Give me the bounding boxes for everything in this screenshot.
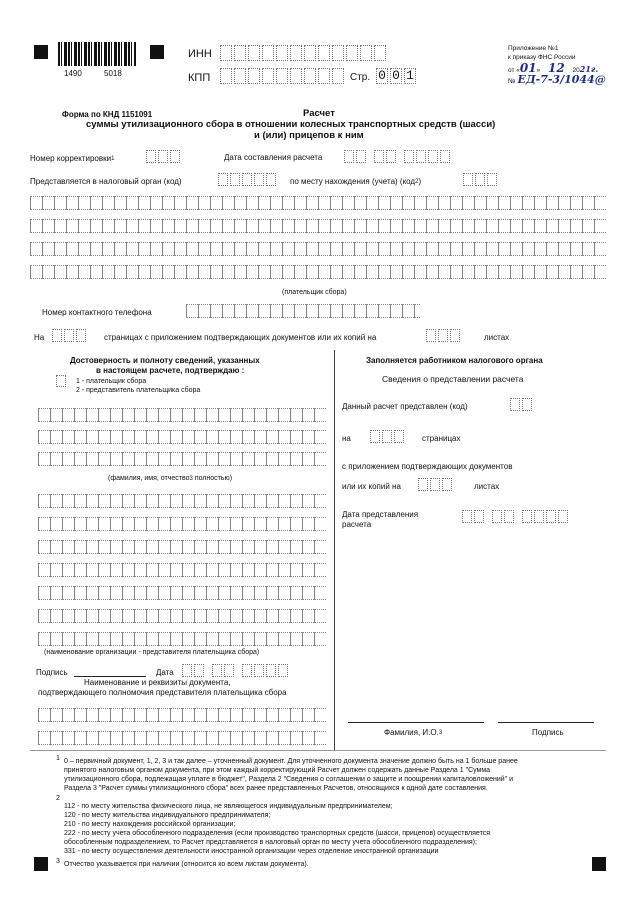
confirm-option-1: 1 - плательщик сбора (76, 378, 147, 385)
note-1-line-3: утилизационного сбора, подлежащая уплате в бюджет", Раздела 2 "Сведения о соглашении о защите и поощрении капиталовложений" и (64, 776, 514, 783)
doc-title-1: Наименование и реквизиты документа, (84, 678, 231, 687)
form-knd: Форма по КНД 1151091 (62, 110, 153, 119)
sheets-count-cells[interactable] (426, 329, 462, 342)
org-row-7[interactable] (38, 632, 326, 646)
form-title-3: и (или) прицепов к ним (254, 130, 364, 141)
right-sign-label: Подпись (532, 728, 564, 737)
org-caption: (наименование организации - представителя плательщика сбора) (44, 649, 260, 656)
org-row-1[interactable] (38, 494, 326, 508)
org-row-3[interactable] (38, 540, 326, 554)
phone-cells[interactable] (186, 304, 420, 318)
note-2-line-1: 112 - по месту жительства физического лица, не являющегося индивидуальным предпринимателем; (64, 803, 393, 810)
pages-count-cells[interactable] (52, 329, 88, 342)
right-pages-cells[interactable] (370, 430, 406, 443)
right-subtitle: Сведения о представлении расчета (382, 374, 524, 384)
left-date-label: Дата (156, 668, 174, 677)
right-sheets-label: листах (474, 482, 500, 491)
payer-caption: (плательщик сбора) (282, 289, 347, 296)
inn-label: ИНН (188, 48, 212, 60)
right-title: Заполняется работником налогового органа (366, 356, 543, 365)
right-date-label-2: расчета (342, 520, 372, 529)
note-2-marker: 2 (56, 795, 60, 802)
order-line-2: к приказу ФНС России (508, 54, 576, 61)
note-3-marker: 3 (56, 858, 60, 865)
payer-row-2[interactable] (30, 219, 606, 233)
order-line-1: Приложение №1 (508, 45, 559, 52)
note-2-line-6: 331 - по месту осуществления деятельности иностранной организации через отделение иностранной организации (64, 848, 439, 855)
tax-organ-cells[interactable] (218, 173, 278, 186)
page-label: Стр. (350, 72, 371, 83)
corner-marker-top-right (150, 45, 164, 59)
fio-caption: (фамилия, имя, отчество3 полностью) (108, 475, 233, 482)
note-3-text: Отчество указывается при наличии (относится ко всем листам документа). (64, 861, 309, 868)
right-fio-label: Фамилия, И.О.$^3$ (384, 728, 443, 737)
tax-organ-label: Представляется в налоговый орган (код) (30, 177, 182, 186)
right-date-label-1: Дата представления (342, 510, 419, 519)
org-row-5[interactable] (38, 586, 326, 600)
fio-sign-line-right[interactable] (498, 722, 594, 723)
right-sheets-cells[interactable] (418, 478, 454, 491)
note-1-line-1: 0 – первичный документ, 1, 2, 3 и так далее – уточненный документ. Для уточненного документа значение должно быть на 1 больше ранее (64, 758, 518, 765)
org-row-6[interactable] (38, 609, 326, 623)
right-pages-label: страницах (422, 434, 461, 443)
fio-row-2[interactable] (38, 430, 326, 444)
confirm-type-cell[interactable] (56, 375, 68, 387)
note-1-line-2: принятого налоговым органом документа, при этом каждый корректирующий Расчет должен содержать данные Раздела 1 "Сумма (64, 767, 491, 774)
location-label: по месту нахождения (учета) (код$^2$) (290, 177, 422, 186)
payer-row-1[interactable] (30, 196, 606, 210)
left-date-cells[interactable] (182, 664, 290, 677)
corner-marker-bottom-right (592, 857, 606, 871)
corner-marker-bottom-left (34, 857, 48, 871)
note-1-line-4: Раздела 3 "Расчет суммы утилизационного сбора" всех ранее представленных Расчетов, относящихся к одной дате составления. (64, 785, 488, 792)
phone-label: Номер контактного телефона (42, 308, 152, 317)
barcode-right-number: 5018 (104, 69, 122, 78)
payer-row-3[interactable] (30, 242, 606, 256)
note-1-marker: 1 (56, 755, 60, 762)
note-2-line-5: обособленным подразделением, то Расчет представляется в налоговый орган по месту учета обособленного подразделения); (64, 839, 477, 846)
barcode (58, 42, 136, 66)
note-2-line-3: 210 - по месту нахождения российской организации; (64, 821, 236, 828)
copies-label: или их копий на (342, 482, 401, 491)
notes-separator (30, 750, 606, 751)
doc-title-2: подтверждающего полномочия представителя плательщика сбора (38, 688, 287, 697)
pages-text: страницах с приложением подтверждающих документов или их копий на (104, 333, 377, 342)
right-on-label: на (342, 434, 351, 443)
form-title-1: Расчет (303, 108, 335, 119)
kpp-label: КПП (188, 72, 211, 84)
attach-label: с приложением подтверждающих документов (342, 462, 513, 471)
confirm-option-2: 2 - представитель плательщика сбора (76, 387, 201, 394)
org-row-2[interactable] (38, 517, 326, 531)
doc-row-1[interactable] (38, 708, 326, 722)
confirm-title-1: Достоверность и полноту сведений, указанных (70, 356, 260, 365)
right-date-cells[interactable] (462, 510, 570, 523)
location-cells[interactable] (463, 173, 499, 186)
presented-code-cells[interactable] (510, 398, 534, 411)
order-line-3: от «01» 12 2021г. (508, 61, 599, 75)
org-row-4[interactable] (38, 563, 326, 577)
payer-row-4[interactable] (30, 265, 606, 279)
fio-row-3[interactable] (38, 452, 326, 466)
correction-label: Номер корректировки$^1$ (30, 154, 115, 163)
signature-line[interactable] (74, 676, 146, 677)
fio-row-1[interactable] (38, 408, 326, 422)
fio-sign-line-left[interactable] (348, 722, 484, 723)
page-number-cells[interactable]: 0 0 1 (376, 68, 418, 84)
signature-label: Подпись (36, 668, 68, 677)
sheets-label: листах (484, 333, 510, 342)
order-line-4: № ЕД-7-3/1044@ (508, 73, 606, 86)
kpp-cells[interactable] (220, 68, 346, 84)
corner-marker-top-left (34, 45, 48, 59)
date-cells[interactable] (344, 150, 452, 163)
column-divider (334, 350, 335, 750)
inn-cells[interactable] (220, 45, 388, 61)
barcode-left-number: 1490 (64, 69, 82, 78)
confirm-title-2: в настоящем расчете, подтверждаю : (96, 366, 245, 375)
doc-row-2[interactable] (38, 731, 326, 745)
note-2-line-4: 222 - по месту учета обособленного подразделения (если производство транспортных средств (шасси, прицепов) осуществляется (64, 830, 490, 837)
form-title-2: суммы утилизационного сбора в отношении колесных транспортных средств (шасси) (86, 119, 496, 130)
date-label: Дата составления расчета (224, 153, 323, 162)
presented-label: Данный расчет представлен (код) (342, 402, 468, 411)
note-2-line-2: 120 - по месту жительства индивидуального предпринимателя; (64, 812, 271, 819)
correction-cells[interactable] (146, 150, 182, 163)
on-label: На (34, 333, 45, 342)
